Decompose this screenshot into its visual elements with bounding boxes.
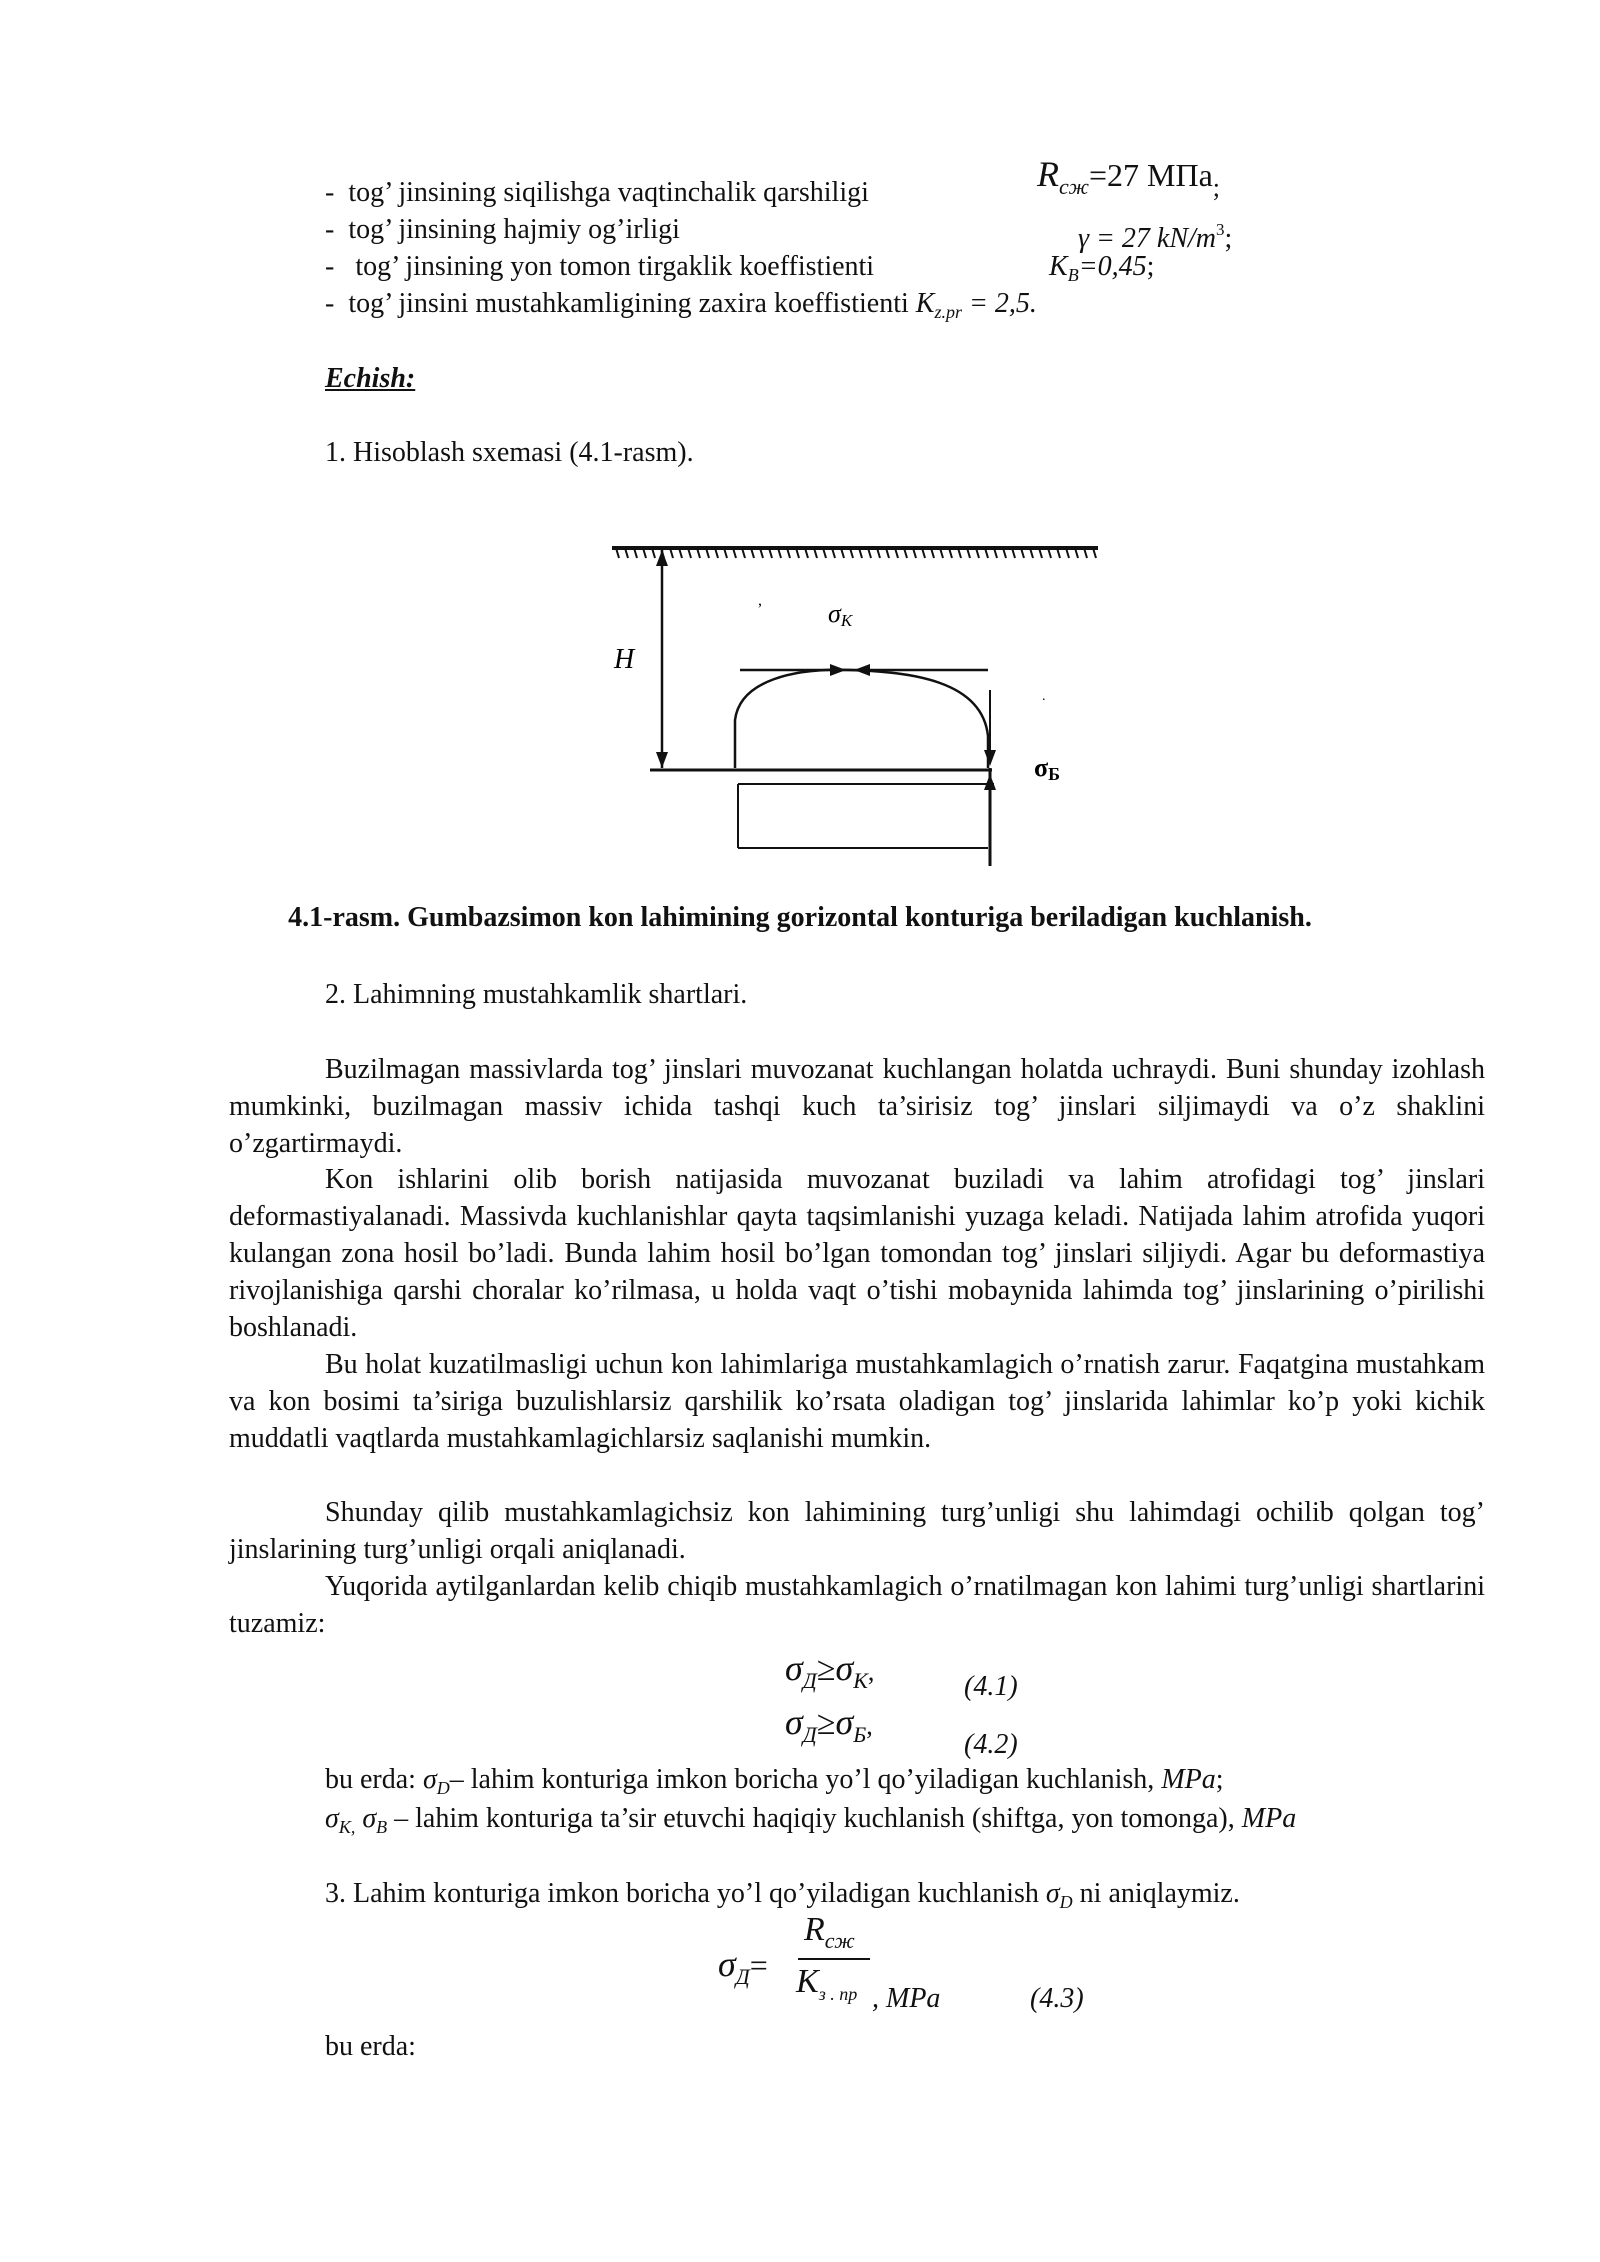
symbol-sub: B xyxy=(1067,265,1079,285)
paragraph-5: Yuqorida aytilganlardan kelib chiqib mustahkamlagich o’rnatilmagan kon lahimi turg’unligi shartlarini tuzamiz: xyxy=(229,1571,1485,1639)
side-arrow-down xyxy=(984,750,996,766)
sigma-b-label: σБ xyxy=(1034,753,1061,784)
eq43-denominator xyxy=(796,1962,857,2014)
eq-sub: сж xyxy=(824,1928,855,1953)
given-eq: = 2,5. xyxy=(961,288,1037,319)
where-line-1 xyxy=(325,1763,1224,1805)
eq-k: K xyxy=(796,1963,819,2000)
h-arrow-bottom xyxy=(656,752,668,768)
given-end: ; xyxy=(1224,223,1233,254)
eq-sigma: σ xyxy=(785,1648,803,1688)
equation-4-1-number: (4.1) xyxy=(964,1671,1018,1702)
where-end: ; xyxy=(1215,1764,1224,1795)
list-dash: - xyxy=(325,288,335,319)
figure-4-1 xyxy=(590,530,1110,870)
symbol-k: K xyxy=(915,288,935,319)
where-text: – lahim konturiga imkon boricha yo’l qo’yiladigan kuchlanish, xyxy=(449,1764,1162,1795)
paragraph-4: Shunday qilib mustahkamlagichsiz kon lahimining turg’unligi shu lahimdagi ochilib qolgan tog’ jinslarining turg’unligi orqali aniqlanadi. xyxy=(229,1497,1485,1565)
symbol-sub: z.pr xyxy=(934,302,962,322)
eq-sub: Б xyxy=(853,1722,867,1747)
given-end: ; xyxy=(1212,173,1220,202)
given-label: tog’ jinsini mustahkamligining zaxira koeffistienti xyxy=(348,288,909,319)
eq43-unit: , MPa xyxy=(872,1983,941,2014)
given-eq: =0,45 xyxy=(1078,251,1147,282)
equation-4-1 xyxy=(785,1646,874,1703)
solution-heading: Echish: xyxy=(325,363,416,394)
where-sym: σ xyxy=(355,1803,377,1834)
eq-sub: з . пр xyxy=(818,1984,858,2004)
symbol-k: K xyxy=(1049,251,1068,282)
step3-text: 3. Lahim konturiga imkon boricha yo’l qo’yiladigan kuchlanish xyxy=(325,1878,1046,1909)
given-item-4 xyxy=(325,287,1037,329)
where-sub: D xyxy=(436,1778,450,1798)
eq-sigma: σ xyxy=(718,1944,736,1984)
where-sub: B xyxy=(376,1817,388,1837)
step-1: 1. Hisoblash sxemasi (4.1-rasm). xyxy=(325,437,694,468)
given-sup: 3 xyxy=(1216,220,1225,239)
where-line-3: bu erda: xyxy=(325,2031,416,2062)
eq43-lhs xyxy=(718,1942,768,1999)
vault-contour xyxy=(735,670,988,768)
step3-sym: σ xyxy=(1045,1878,1060,1909)
step-3 xyxy=(325,1877,1240,1919)
step3-end: ni aniqlaymiz. xyxy=(1072,1878,1240,1909)
eq-sub: Д xyxy=(735,1964,750,1989)
stray-mark: , xyxy=(758,592,762,609)
paragraph-3: Bu holat kuzatilmasligi uchun kon lahimlariga mustahkamlagich o’rnatish zarur. Faqatgina mustahkam va kon bosimi ta’siriga buzulishlarsiz qarshilik ko’rsata oladigan tog’ jinslarida lahimlar ko’p yoki kichik muddatli vaqtlarda mustahkamlagichlarsiz saqlanishi mumkin. xyxy=(229,1349,1485,1454)
symbol-r: R xyxy=(1037,154,1059,194)
list-dash: - xyxy=(325,251,335,282)
eq43-numerator xyxy=(804,1910,855,1961)
where-unit: MPa xyxy=(1161,1764,1216,1795)
h-arrow-top xyxy=(656,550,668,566)
paragraph-2: Kon ishlarini olib borish natijasida muvozanat buziladi va lahim atrofidagi tog’ jinslari deformastiyalanadi. Massivda kuchlanishlar qayta taqsimlanishi yuzaga keladi. Natijada lahim atrofida yuqori kulangan zona hosil bo’ladi. Bunda lahim hosil bo’lgan tomondan tog’ jinslari siljiydi. Agar bu deformastiya rivojlanishiga qarshi choralar ko’rilmasa, u holda vaqt o’tishi mobaynida lahimda tog’ jinslarining o’pirilishi boshlanadi. xyxy=(229,1164,1485,1343)
where-sub: K, xyxy=(338,1817,356,1837)
eq-sub: Д xyxy=(802,1668,817,1693)
symbol-sub: сж xyxy=(1059,174,1089,199)
where-sym: σ xyxy=(422,1764,437,1795)
equation-4-2-number: (4.2) xyxy=(964,1729,1018,1760)
equation-4-3-number: (4.3) xyxy=(1030,1983,1084,2014)
eq-sub: Д xyxy=(802,1722,817,1747)
figure-caption: 4.1-rasm. Gumbazsimon kon lahimining gorizontal konturiga beriladigan kuchlanish. xyxy=(288,902,1312,933)
eq-r: R xyxy=(804,1911,825,1948)
stray-mark: . xyxy=(1042,689,1046,704)
eq-op: = xyxy=(749,1947,768,1983)
given-end: ; xyxy=(1146,251,1155,282)
step3-sub: D xyxy=(1059,1892,1073,1912)
where-unit: MPa xyxy=(1241,1803,1297,1834)
given-eq: =27 МПа xyxy=(1088,157,1213,193)
given-value-3 xyxy=(1049,250,1154,292)
eq-sigma: σ xyxy=(835,1648,854,1688)
given-label: tog’ jinsining siqilishga vaqtinchalik qarshiligi xyxy=(348,177,869,208)
equation-4-2 xyxy=(785,1700,873,1757)
eq-op: ≥ xyxy=(816,1705,836,1742)
given-item-1 xyxy=(325,176,869,210)
given-label: tog’ jinsining hajmiy og’irligi xyxy=(348,214,680,245)
given-item-2 xyxy=(325,213,680,247)
sigma-k-label: σК xyxy=(828,599,853,630)
paragraph-1: Buzilmagan massivlarda tog’ jinslari muvozanat kuchlangan holatda uchraydi. Buni shunday izohlash mumkinki, buzilmagan massiv ichida tashqi kuch ta’sirisiz tog’ jinslari siljimaydi va o’z shaklini o’zgartirmaydi. xyxy=(229,1054,1485,1159)
where-line-2 xyxy=(325,1802,1296,1844)
eq-op: ≥ xyxy=(816,1651,836,1688)
eq-comma: , xyxy=(866,1711,873,1740)
fraction-bar xyxy=(798,1958,870,1960)
step-2: 2. Lahimning mustahkamlik shartlari. xyxy=(325,979,748,1010)
where-text: – lahim konturiga ta’sir etuvchi haqiqiy kuchlanish (shiftga, yon tomonga), xyxy=(387,1803,1242,1834)
eq-sub: К xyxy=(853,1668,868,1693)
given-eq: γ = 27 kN/m xyxy=(1078,223,1217,254)
eq-sigma: σ xyxy=(785,1702,803,1742)
eq-comma: , xyxy=(867,1657,875,1686)
given-label: tog’ jinsining yon tomon tirgaklik koeffistienti xyxy=(355,251,875,282)
where-pre: bu erda: xyxy=(325,1764,423,1795)
where-sym: σ xyxy=(325,1803,339,1834)
given-value-1 xyxy=(1037,154,1220,208)
side-arrow-up xyxy=(984,774,996,790)
list-dash: - xyxy=(325,177,335,208)
eq-sigma: σ xyxy=(835,1702,854,1742)
list-dash: - xyxy=(325,214,335,245)
given-item-3 xyxy=(325,250,874,284)
h-label: H xyxy=(614,644,635,675)
